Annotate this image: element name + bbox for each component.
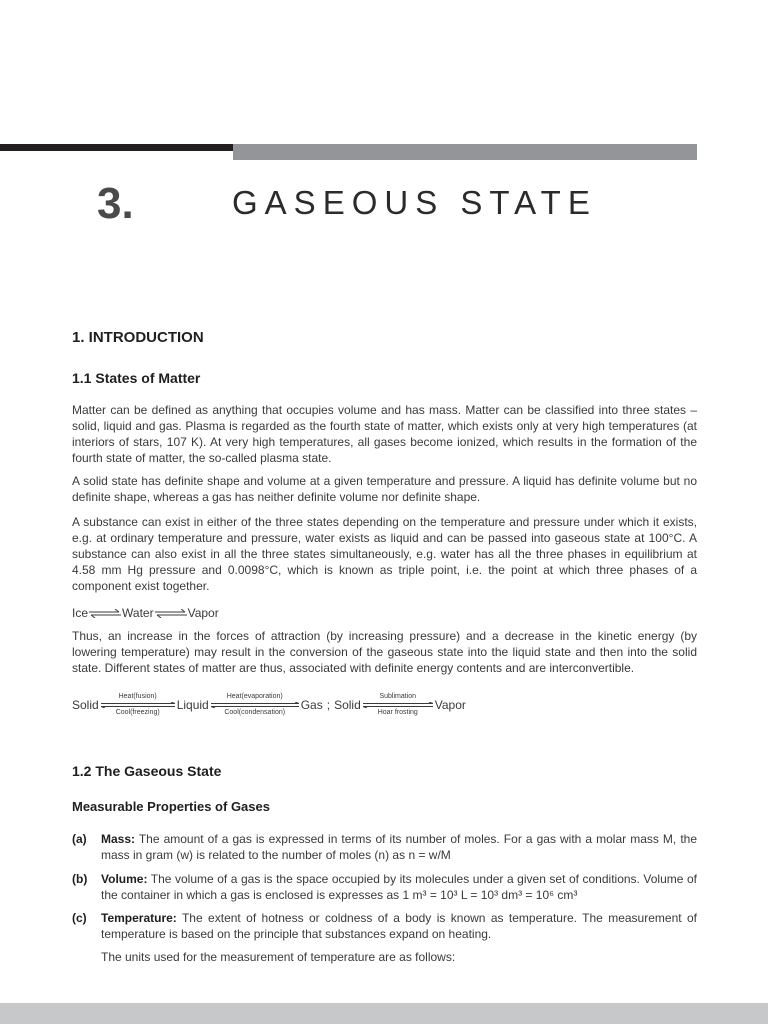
footer-bar <box>0 1003 768 1024</box>
eq2-solid: Solid <box>72 698 99 712</box>
equilibrium-arrow-icon <box>89 609 121 618</box>
labeled-arrow-fusion <box>101 693 175 717</box>
eq-vapor: Vapor <box>187 606 219 620</box>
list-item-text: The amount of a gas is expressed in terms of its number of moles. For a gas with a molar mass M, the mass in gram (w) is related to the number of moles (n) as n = w/M <box>101 832 697 862</box>
equation-phase-transitions <box>72 693 466 717</box>
list-item <box>72 910 697 942</box>
list-item-key: Temperature: <box>101 911 177 925</box>
chapter-title: GASEOUS STATE <box>232 184 597 221</box>
eq2-gas: Gas <box>300 698 323 712</box>
list-marker: (c) <box>72 911 87 925</box>
paragraph-temperature-units: The units used for the measurement of temperature are as follows: <box>101 950 456 964</box>
chapter-number: 3. <box>97 179 134 228</box>
arrow-label-bottom: Hoar frosting <box>377 709 418 716</box>
header-rule-dark <box>0 144 233 151</box>
header-rule-grey <box>233 144 697 160</box>
arrow-label-top: Heat(fusion) <box>118 693 157 700</box>
list-marker: (a) <box>72 832 87 846</box>
paragraph-substance-states: A substance can exist in either of the three states depending on the temperature and pressure under which it exists, e.g. at ordinary temperature and pressure, water exists as liquid and can be passed into gaseous state at 100°C. A substance can also exist in all the three states simultaneously, e.g. water has all the three phases in equilibrium at 4.58 mm Hg pressure and 0.0098°C, which is known as triple point, i.e. the point at which three phases of a component exist together. <box>72 515 697 593</box>
eq2-separator: ; <box>326 698 331 712</box>
labeled-arrow-sublimation <box>363 693 433 717</box>
arrow-label-bottom: Cool(condensation) <box>224 709 286 716</box>
list-item-key: Mass: <box>101 832 136 846</box>
eq2-solid2: Solid <box>334 698 361 712</box>
equation-ice-water-vapor <box>72 605 219 621</box>
arrow-label-top: Sublimation <box>379 693 417 700</box>
list-item <box>72 871 697 903</box>
paragraph-solid-state: A solid state has definite shape and volume at a given temperature and pressure. A liquid has definite volume but no definite shape, whereas a gas has neither definite volume nor definite shape. <box>72 474 697 504</box>
subheading-measurable-properties: Measurable Properties of Gases <box>72 799 270 814</box>
section-heading-introduction: 1. INTRODUCTION <box>72 329 204 346</box>
subsection-heading-states: 1.1 States of Matter <box>72 370 201 386</box>
paragraph-matter-definition: Matter can be defined as anything that occupies volume and has mass. Matter can be classified into three states – solid, liquid and gas. Plasma is regarded as the fourth state of matter, which exists only at very high temperatures (at interiors of stars, 107 K). At very high temperatures, all gases become ionized, which results in the formation of the fourth state of matter, the so-called plasma state. <box>72 403 697 465</box>
eq-ice: Ice <box>72 606 89 620</box>
eq-water: Water <box>122 606 154 620</box>
paragraph-forces-attraction: Thus, an increase in the forces of attraction (by increasing pressure) and a decrease in the kinetic energy (by lowering temperature) may result in the conversion of the gaseous state into the liquid state and then into the solid state. Different states of matter are thus, associated with definite energy contents and are interconvertible. <box>72 629 697 675</box>
list-marker: (b) <box>72 872 88 886</box>
equilibrium-arrow-icon <box>211 702 299 708</box>
list-item <box>72 831 697 863</box>
list-item-text: The extent of hotness or coldness of a body is known as temperature. The measurement of temperature is based on the principle that substances expand on heating. <box>101 911 697 941</box>
arrow-label-top: Heat(evaporation) <box>226 693 283 700</box>
arrow-label-bottom: Cool(freezing) <box>115 709 160 716</box>
equilibrium-arrow-icon <box>155 609 187 618</box>
list-item-body <box>101 910 697 942</box>
list-item-body <box>101 831 697 863</box>
labeled-arrow-evaporation <box>211 693 299 717</box>
equilibrium-arrow-icon <box>363 702 433 708</box>
subsection-heading-gaseous: 1.2 The Gaseous State <box>72 763 222 779</box>
equilibrium-arrow-icon <box>101 702 175 708</box>
list-item-body <box>101 871 697 903</box>
eq2-liquid: Liquid <box>176 698 209 712</box>
list-item-text: The volume of a gas is the space occupied by its molecules under a given set of conditions. Volume of the container in which a gas is enclosed is expresses as 1 m³ = 10³ L = 10³ dm³ = 10⁶ cm³ <box>101 872 697 902</box>
eq2-vapor: Vapor <box>434 698 466 712</box>
list-item-key: Volume: <box>101 872 148 886</box>
